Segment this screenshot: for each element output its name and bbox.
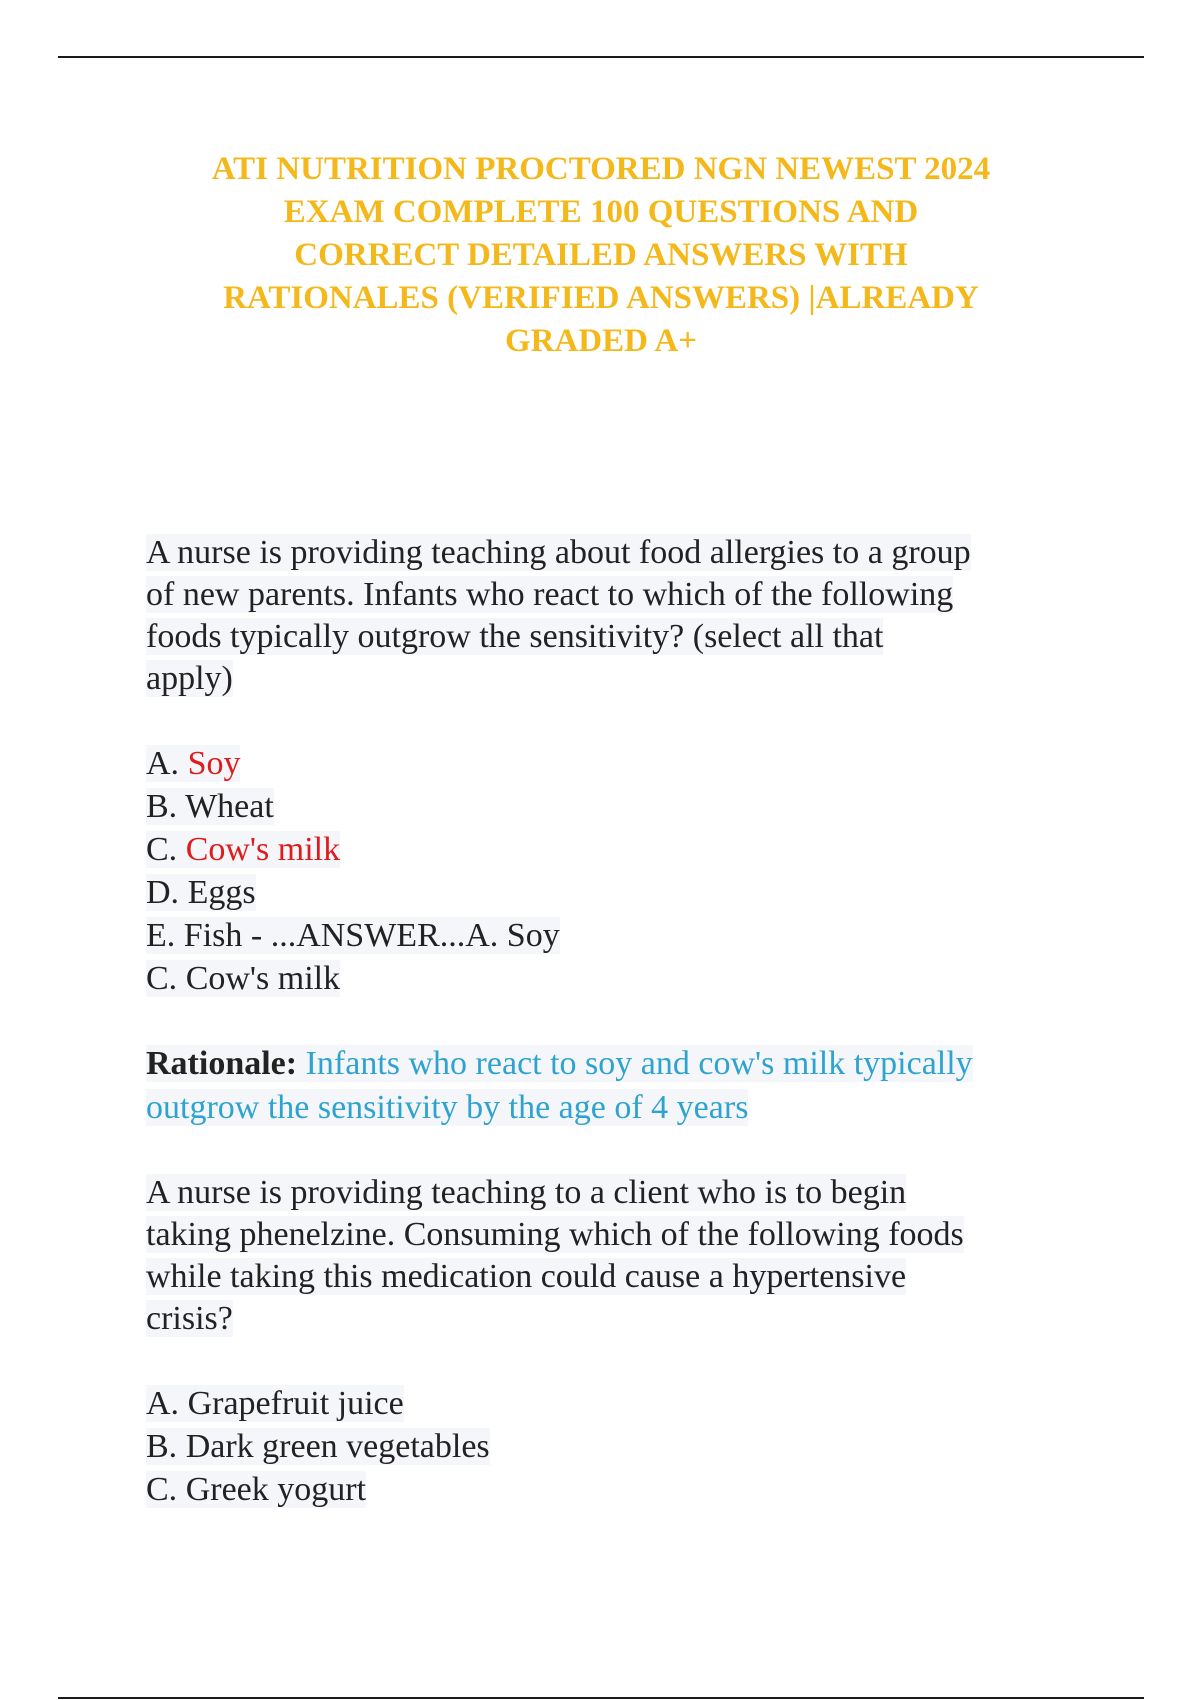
option-text: Cow's milk bbox=[185, 960, 341, 997]
document-title bbox=[120, 148, 1082, 363]
title-line: ATI NUTRITION PROCTORED NGN NEWEST 2024 bbox=[211, 151, 991, 187]
stem-line: foods typically outgrow the sensitivity? (select all that bbox=[146, 618, 884, 655]
document-body bbox=[146, 532, 1086, 1511]
rationale-text: Infants who react to soy and cow's milk typically bbox=[305, 1045, 973, 1082]
question-2-options bbox=[146, 1382, 1086, 1511]
option-prefix: E. bbox=[146, 917, 184, 954]
option-text: Greek yogurt bbox=[185, 1471, 367, 1508]
top-rule bbox=[58, 56, 1144, 58]
stem-line: crisis? bbox=[146, 1300, 233, 1337]
title-line: RATIONALES (VERIFIED ANSWERS) |ALREADY bbox=[223, 280, 979, 316]
option-d bbox=[146, 871, 1086, 914]
option-text: Fish - ...ANSWER...A. Soy bbox=[183, 917, 560, 954]
option-c bbox=[146, 1468, 1086, 1511]
option-prefix: C. bbox=[146, 1471, 186, 1508]
option-a bbox=[146, 1382, 1086, 1425]
option-prefix: D. bbox=[146, 874, 188, 911]
rationale-text: outgrow the sensitivity by the age of 4 years bbox=[146, 1089, 749, 1126]
answer-continuation bbox=[146, 957, 1086, 1000]
rationale-label: Rationale: bbox=[146, 1045, 298, 1082]
bottom-rule bbox=[58, 1697, 1144, 1699]
option-prefix: B. bbox=[146, 1428, 186, 1465]
option-b bbox=[146, 785, 1086, 828]
stem-line: taking phenelzine. Consuming which of the following foods bbox=[146, 1216, 964, 1253]
title-line: CORRECT DETAILED ANSWERS WITH bbox=[294, 237, 908, 273]
option-b bbox=[146, 1425, 1086, 1468]
stem-line: A nurse is providing teaching about food allergies to a group bbox=[146, 534, 971, 571]
option-text: Eggs bbox=[187, 874, 256, 911]
option-prefix: A. bbox=[146, 745, 188, 782]
option-e bbox=[146, 914, 1086, 957]
option-a bbox=[146, 742, 1086, 785]
stem-line: apply) bbox=[146, 660, 233, 697]
question-2-stem bbox=[146, 1172, 1086, 1340]
option-text: Wheat bbox=[185, 788, 274, 825]
option-prefix: C. bbox=[146, 960, 186, 997]
title-line: EXAM COMPLETE 100 QUESTIONS AND bbox=[283, 194, 919, 230]
stem-line: of new parents. Infants who react to which of the following bbox=[146, 576, 954, 613]
option-text: Dark green vegetables bbox=[185, 1428, 490, 1465]
question-1-rationale bbox=[146, 1042, 1086, 1130]
option-text-correct: Soy bbox=[187, 745, 241, 782]
question-1-stem bbox=[146, 532, 1086, 700]
option-prefix: B. bbox=[146, 788, 186, 825]
option-text-correct: Cow's milk bbox=[185, 831, 341, 868]
stem-line: A nurse is providing teaching to a client who is to begin bbox=[146, 1174, 907, 1211]
option-prefix: A. bbox=[146, 1385, 188, 1422]
option-text: Grapefruit juice bbox=[187, 1385, 404, 1422]
option-c bbox=[146, 828, 1086, 871]
option-prefix: C. bbox=[146, 831, 186, 868]
stem-line: while taking this medication could cause a hypertensive bbox=[146, 1258, 907, 1295]
question-1-options bbox=[146, 742, 1086, 1000]
title-line: GRADED A+ bbox=[504, 323, 698, 359]
